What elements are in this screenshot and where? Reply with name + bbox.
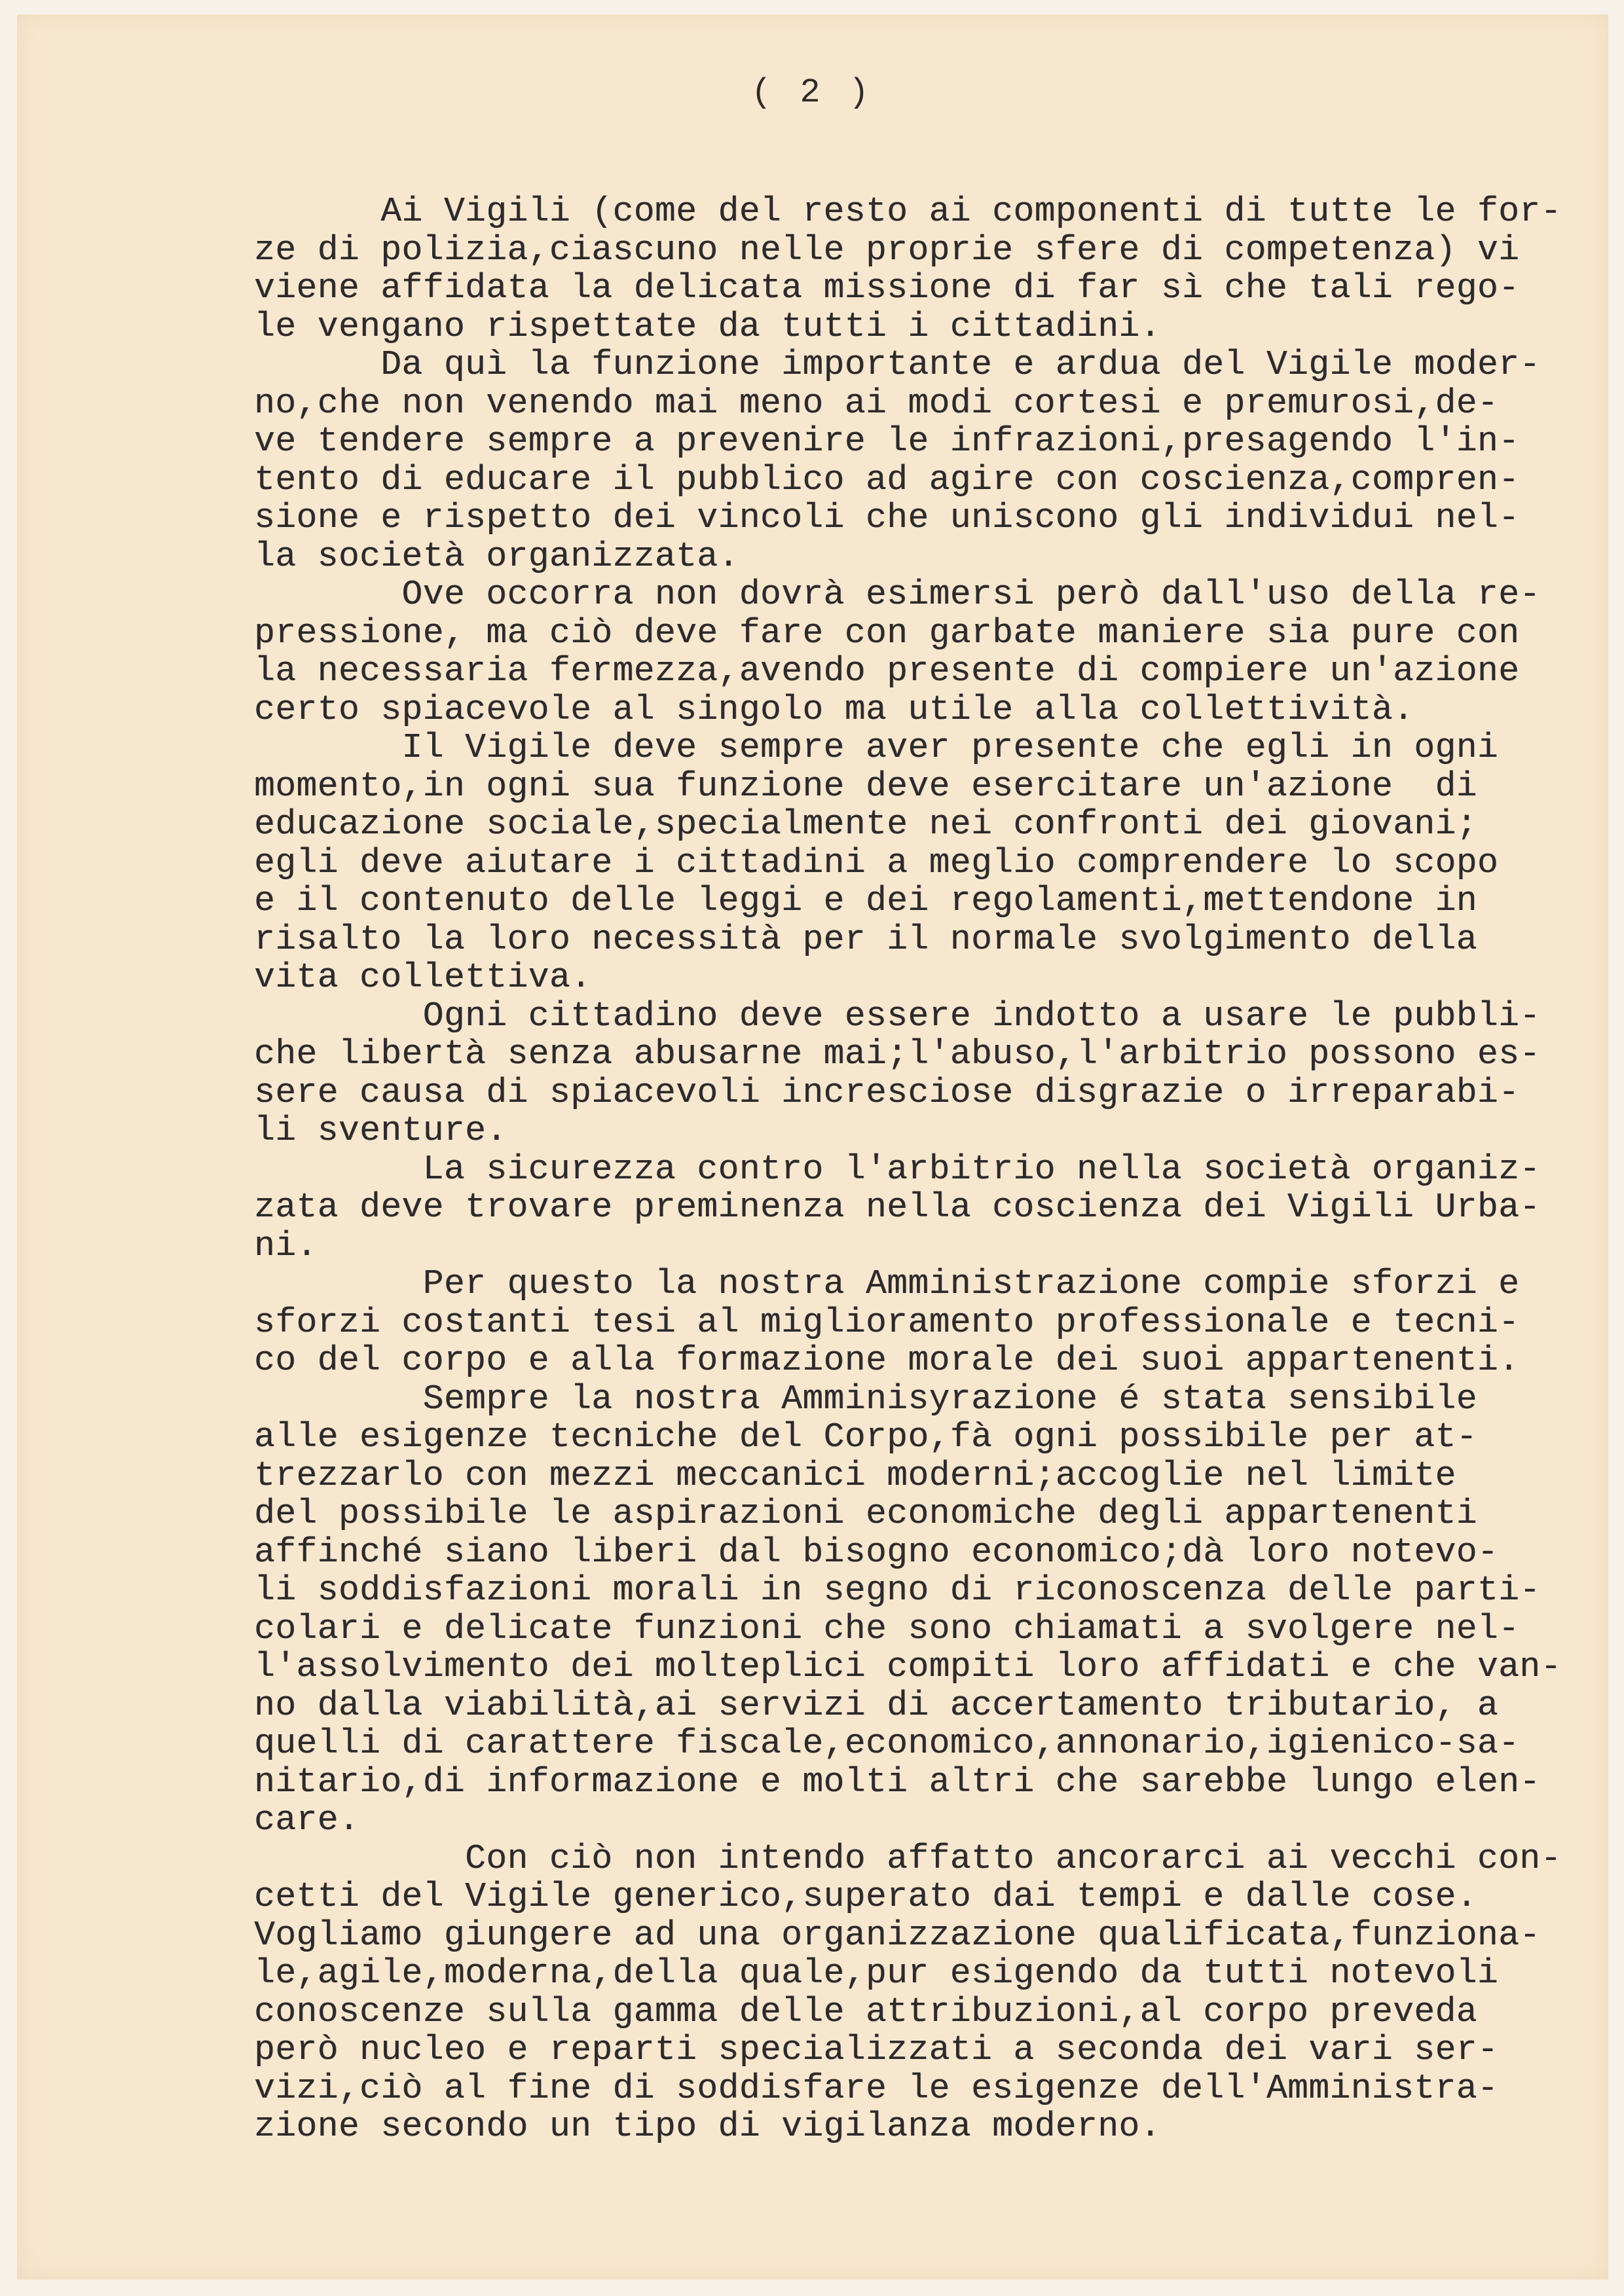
text-line: momento,in ogni sua funzione deve esercitare un'azione di [254, 766, 1477, 806]
text-line: zione secondo un tipo di vigilanza moderno. [254, 2107, 1161, 2146]
text-line: le,agile,moderna,della quale,pur esigendo da tutti notevoli [254, 1954, 1499, 1993]
text-line: Da quì la funzione importante e ardua del Vigile moder- [254, 345, 1541, 384]
text-line: cetti del Vigile generico,superato dai tempi e dalle cose. [254, 1877, 1477, 1916]
text-line: Il Vigile deve sempre aver presente che egli in ogni [254, 728, 1499, 767]
text-line: li sventure. [254, 1111, 507, 1150]
text-line: conoscenze sulla gamma delle attribuzioni,al corpo preveda [254, 1992, 1477, 2032]
text-line: alle esigenze tecniche del Corpo,fà ogni possibile per at- [254, 1417, 1477, 1457]
text-line: che libertà senza abusarne mai;l'abuso,l'arbitrio possono es- [254, 1034, 1541, 1074]
text-line: Sempre la nostra Amminisyrazione é stata sensibile [254, 1379, 1477, 1419]
text-line: del possibile le aspirazioni economiche degli appartenenti [254, 1494, 1477, 1533]
text-line: ni. [254, 1226, 318, 1266]
text-line: risalto la loro necessità per il normale svolgimento della [254, 919, 1477, 959]
text-line: vita collettiva. [254, 958, 592, 997]
page-number: ( 2 ) [750, 73, 874, 112]
text-line: quelli di carattere fiscale,economico,annonario,igienico-sa- [254, 1724, 1520, 1763]
text-line: li soddisfazioni morali in segno di riconoscenza delle parti- [254, 1571, 1541, 1610]
text-line: pressione, ma ciò deve fare con garbate maniere sia pure con [254, 613, 1520, 653]
text-line: sere causa di spiacevoli incresciose disgrazie o irreparabi- [254, 1072, 1520, 1112]
text-line: Vogliamo giungere ad una organizzazione qualificata,funziona- [254, 1915, 1541, 1955]
text-line: educazione sociale,specialmente nei confronti dei giovani; [254, 805, 1477, 844]
text-line: care. [254, 1800, 360, 1840]
text-line: nitario,di informazione e molti altri che sarebbe lungo elen- [254, 1762, 1541, 1802]
text-line: no dalla viabilità,ai servizi di accertamento tributario, a [254, 1685, 1499, 1725]
text-line: Ove occorra non dovrà esimersi però dall'uso della re- [254, 575, 1541, 614]
text-line: sione e rispetto dei vincoli che uniscono gli individui nel- [254, 498, 1520, 538]
text-line: Con ciò non intendo affatto ancorarci ai vecchi con- [254, 1838, 1562, 1878]
text-line: ve tendere sempre a prevenire le infrazioni,presagendo l'in- [254, 422, 1520, 461]
text-line: vizi,ciò al fine di soddisfare le esigenze dell'Amministra- [254, 2068, 1499, 2108]
text-line: colari e delicate funzioni che sono chiamati a svolgere nel- [254, 1609, 1520, 1649]
text-line: La sicurezza contro l'arbitrio nella società organiz- [254, 1149, 1541, 1189]
text-line: zata deve trovare preminenza nella coscienza dei Vigili Urba- [254, 1188, 1541, 1227]
text-line: co del corpo e alla formazione morale dei suoi appartenenti. [254, 1341, 1520, 1380]
typewritten-body [254, 192, 1562, 2146]
text-line: la necessaria fermezza,avendo presente di compiere un'azione [254, 651, 1520, 691]
text-line: egli deve aiutare i cittadini a meglio comprendere lo scopo [254, 843, 1499, 883]
text-line: l'assolvimento dei molteplici compiti loro affidati e che van- [254, 1647, 1562, 1686]
text-line: sforzi costanti tesi al miglioramento professionale e tecni- [254, 1302, 1520, 1342]
text-line: Per questo la nostra Amministrazione compie sforzi e [254, 1264, 1520, 1303]
text-line: trezzarlo con mezzi meccanici moderni;accoglie nel limite [254, 1455, 1456, 1495]
text-line: no,che non venendo mai meno ai modi cortesi e premurosi,de- [254, 383, 1499, 423]
text-line: Ogni cittadino deve essere indotto a usare le pubbli- [254, 996, 1541, 1036]
text-line: affinché siano liberi dal bisogno economico;dà loro notevo- [254, 1532, 1499, 1572]
text-line: e il contenuto delle leggi e dei regolamenti,mettendone in [254, 881, 1477, 920]
text-line: le vengano rispettate da tutti i cittadini. [254, 306, 1161, 346]
text-line: viene affidata la delicata missione di far sì che tali rego- [254, 268, 1520, 308]
text-line: tento di educare il pubblico ad agire con coscienza,compren- [254, 460, 1520, 500]
text-line: però nucleo e reparti specializzati a seconda dei vari ser- [254, 2030, 1499, 2069]
text-line: la società organizzata. [254, 536, 739, 576]
text-line: Ai Vigili (come del resto ai componenti di tutte le for- [254, 192, 1562, 231]
text-line: certo spiacevole al singolo ma utile alla collettività. [254, 689, 1414, 729]
text-line: ze di polizia,ciascuno nelle proprie sfere di competenza) vi [254, 230, 1520, 270]
